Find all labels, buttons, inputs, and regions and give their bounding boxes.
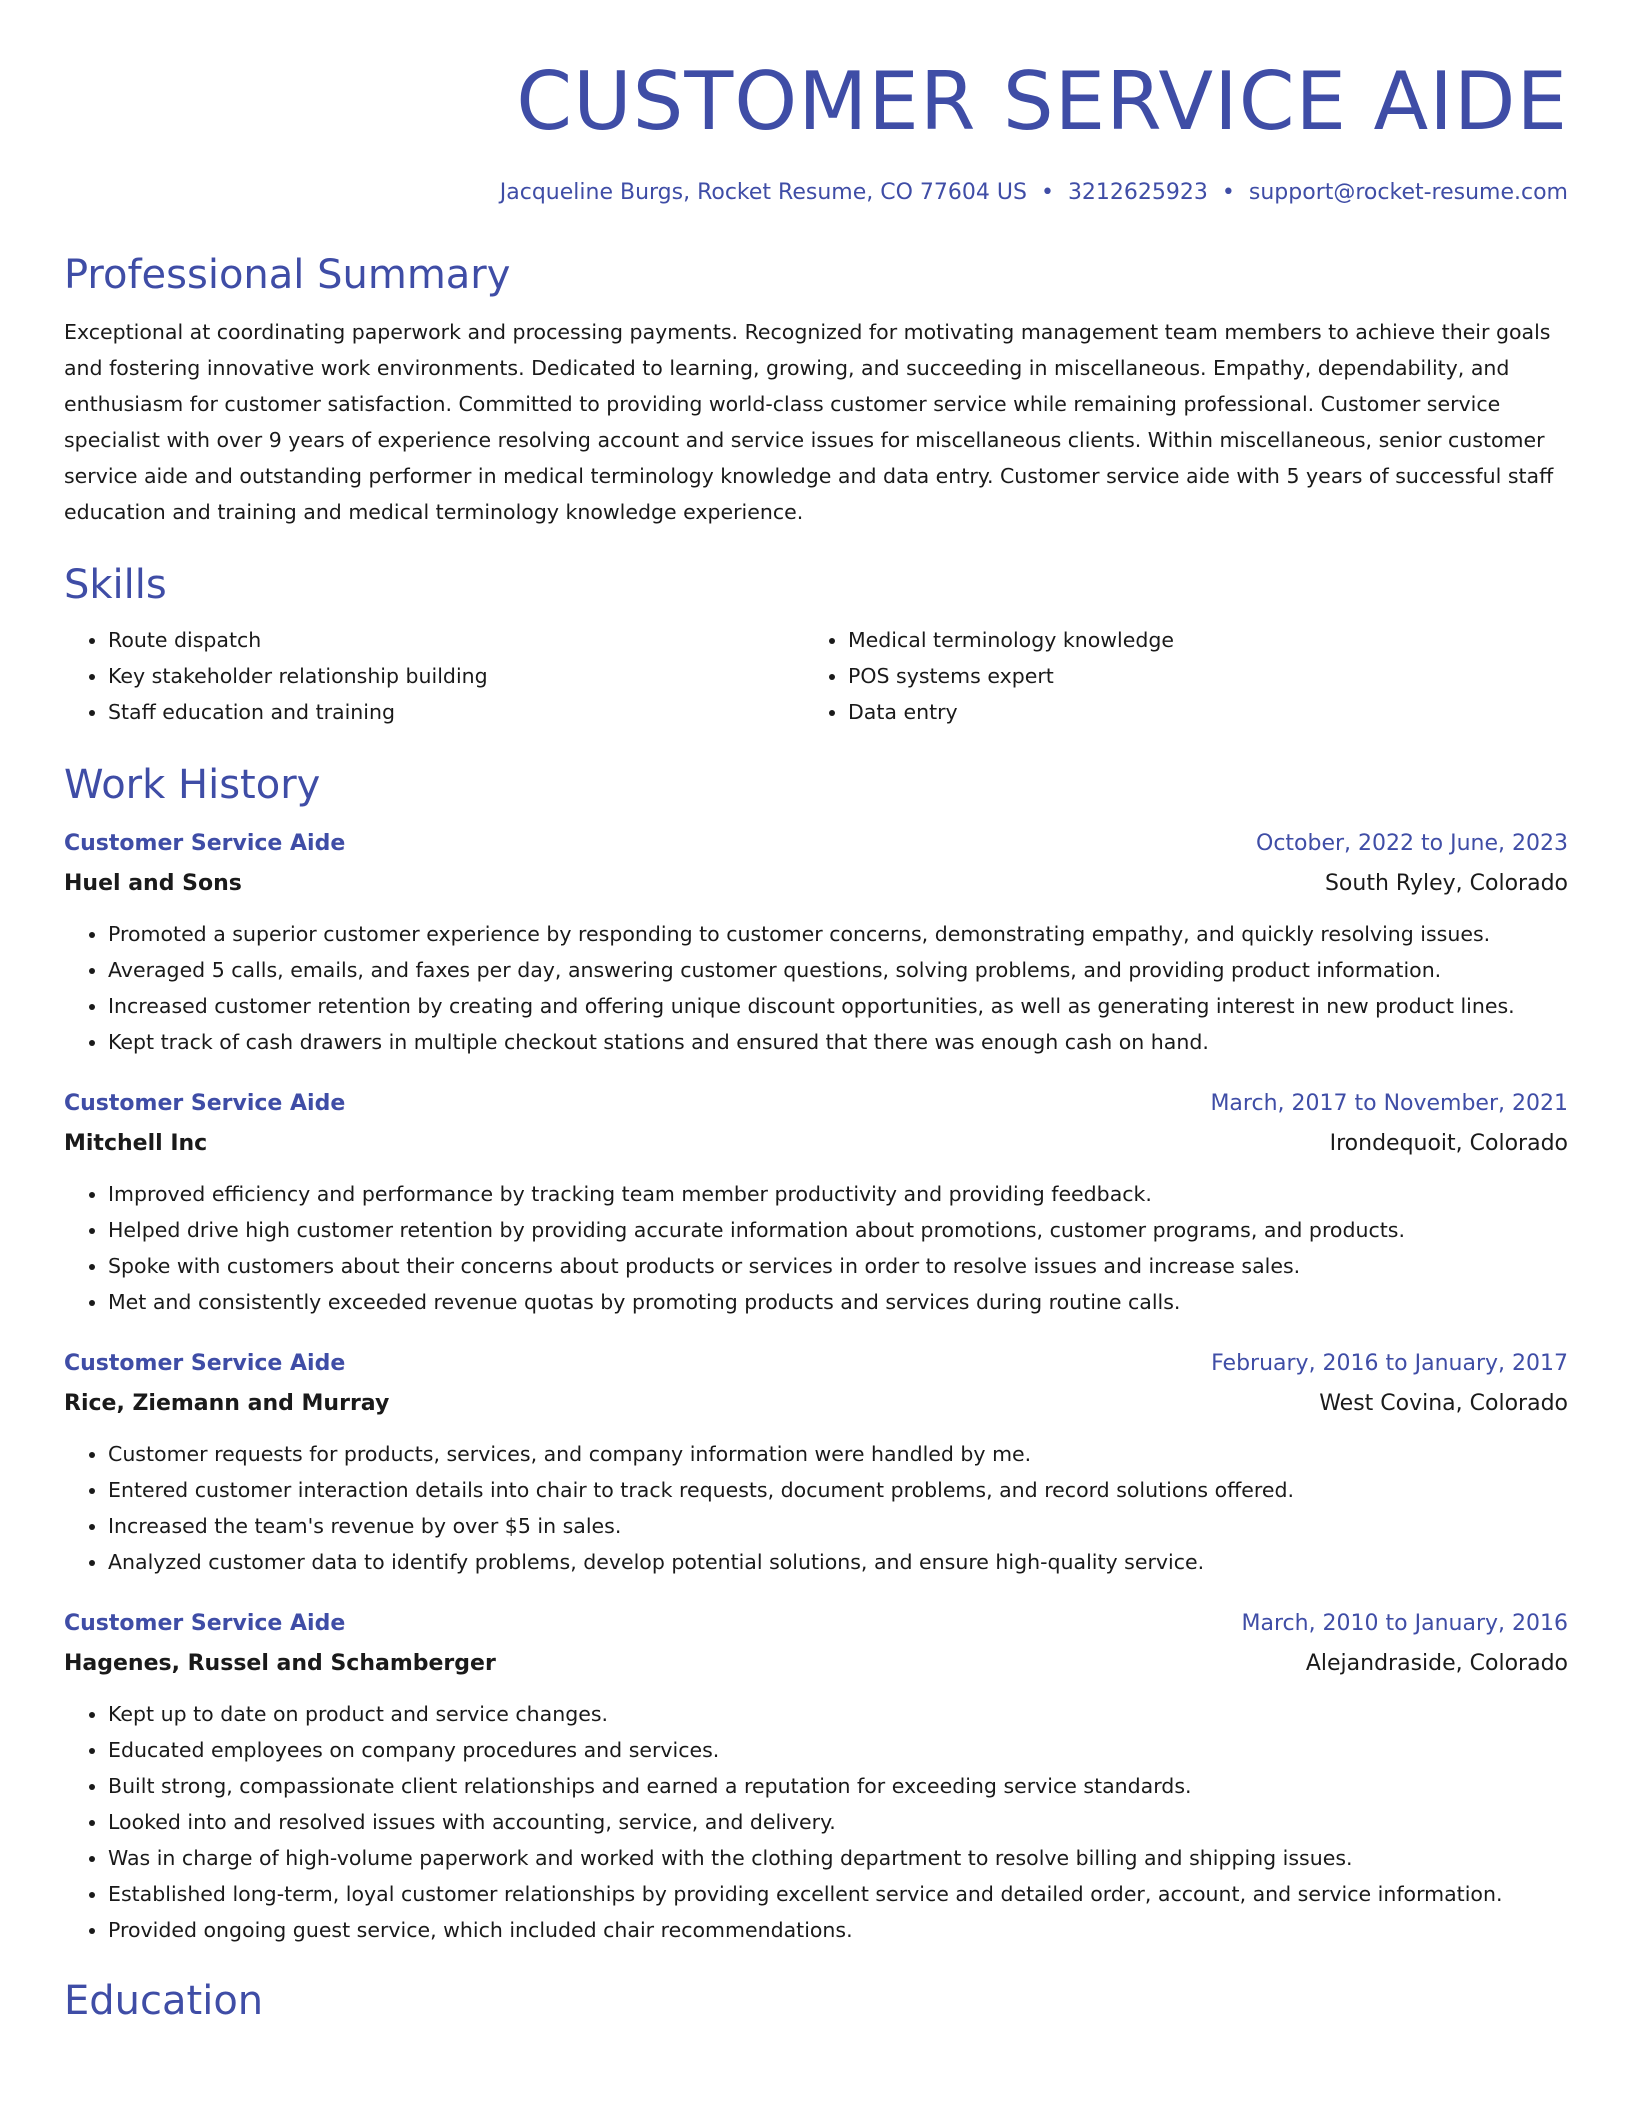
job-bullet: • Was in charge of high-volume paperwork and worked with the clothing department to resolve billing and shipping issues. bbox=[108, 1840, 1568, 1876]
job-entry bbox=[64, 1084, 1568, 1320]
skill-item: • Staff education and training bbox=[108, 694, 804, 730]
skill-item: • Route dispatch bbox=[108, 622, 804, 658]
summary-section bbox=[64, 250, 1568, 530]
job-bullet: • Increased customer retention by creating and offering unique discount opportunities, as well as generating interest in new product lines. bbox=[108, 988, 1568, 1024]
job-bullet: • Spoke with customers about their concerns about products or services in order to resolve issues and increase sales. bbox=[108, 1248, 1568, 1284]
job-dates: February, 2016 to January, 2017 bbox=[1211, 1351, 1568, 1376]
contact-email: support@rocket-resume.com bbox=[1248, 180, 1568, 205]
job-company-row bbox=[64, 864, 1568, 904]
job-title: Customer Service Aide bbox=[64, 831, 346, 856]
job-dates: March, 2010 to January, 2016 bbox=[1241, 1611, 1568, 1636]
job-bullet: • Looked into and resolved issues with accounting, service, and delivery. bbox=[108, 1804, 1568, 1840]
job-company: Hagenes, Russel and Schamberger bbox=[64, 1651, 496, 1676]
job-bullet: • Educated employees on company procedures and services. bbox=[108, 1732, 1568, 1768]
job-bullet: • Built strong, compassionate client relationships and earned a reputation for exceeding service standards. bbox=[108, 1768, 1568, 1804]
job-company: Mitchell Inc bbox=[64, 1131, 208, 1156]
summary-heading: Professional Summary bbox=[64, 252, 511, 298]
job-entry bbox=[64, 824, 1568, 1060]
skills-list-left bbox=[64, 622, 804, 730]
job-title: Customer Service Aide bbox=[64, 1611, 346, 1636]
skills-list-right bbox=[804, 622, 1544, 730]
job-bullet: • Customer requests for products, services, and company information were handled by me. bbox=[108, 1436, 1568, 1472]
skills-section bbox=[64, 560, 1568, 730]
job-location: Alejandraside, Colorado bbox=[1305, 1651, 1568, 1676]
job-location: South Ryley, Colorado bbox=[1324, 871, 1568, 896]
skill-item: • Medical terminology knowledge bbox=[848, 622, 1544, 658]
job-bullet: • Analyzed customer data to identify problems, develop potential solutions, and ensure high-quality service. bbox=[108, 1544, 1568, 1580]
job-dates: March, 2017 to November, 2021 bbox=[1210, 1091, 1568, 1116]
job-entry bbox=[64, 1604, 1568, 1948]
job-header-row bbox=[64, 1344, 1568, 1384]
job-bullet: • Provided ongoing guest service, which included chair recommendations. bbox=[108, 1912, 1568, 1948]
job-bullets bbox=[64, 916, 1568, 1060]
resume-name: CUSTOMER SERVICE AIDE bbox=[516, 55, 1568, 148]
job-bullet: • Averaged 5 calls, emails, and faxes per day, answering customer questions, solving problems, and providing product information. bbox=[108, 952, 1568, 988]
work-history-heading: Work History bbox=[64, 762, 321, 808]
skills-column-right bbox=[804, 622, 1544, 730]
contact-separator: • bbox=[1040, 180, 1054, 205]
skill-item: • POS systems expert bbox=[848, 658, 1544, 694]
job-dates: October, 2022 to June, 2023 bbox=[1256, 831, 1568, 856]
job-bullets bbox=[64, 1436, 1568, 1580]
job-company: Rice, Ziemann and Murray bbox=[64, 1391, 390, 1416]
job-company: Huel and Sons bbox=[64, 871, 242, 896]
job-header-row bbox=[64, 1084, 1568, 1124]
job-header-row bbox=[64, 1604, 1568, 1644]
skill-item: • Key stakeholder relationship building bbox=[108, 658, 804, 694]
job-bullet: • Helped drive high customer retention by providing accurate information about promotions, customer programs, and products. bbox=[108, 1212, 1568, 1248]
job-company-row bbox=[64, 1384, 1568, 1424]
job-location: Irondequoit, Colorado bbox=[1329, 1131, 1568, 1156]
education-heading: Education bbox=[64, 1978, 264, 2024]
job-bullet: • Improved efficiency and performance by tracking team member productivity and providing feedback. bbox=[108, 1176, 1568, 1212]
skills-column-left bbox=[64, 622, 804, 730]
job-entry bbox=[64, 1344, 1568, 1580]
contact-address: Jacqueline Burgs, Rocket Resume, CO 77604 US bbox=[499, 180, 1027, 205]
job-bullet: • Kept up to date on product and service changes. bbox=[108, 1696, 1568, 1732]
skills-grid bbox=[64, 622, 1568, 730]
job-title: Customer Service Aide bbox=[64, 1351, 346, 1376]
job-title: Customer Service Aide bbox=[64, 1091, 346, 1116]
job-bullet: • Entered customer interaction details into chair to track requests, document problems, and record solutions offered. bbox=[108, 1472, 1568, 1508]
job-bullets bbox=[64, 1176, 1568, 1320]
job-bullets bbox=[64, 1696, 1568, 1948]
job-company-row bbox=[64, 1644, 1568, 1684]
job-bullet: • Met and consistently exceeded revenue quotas by promoting products and services during routine calls. bbox=[108, 1284, 1568, 1320]
summary-text: Exceptional at coordinating paperwork and processing payments. Recognized for motivating management team members to achieve their goals and fostering innovative work environments. Dedicated to learning, growing, and succeeding in miscellaneous. Empathy, dependability, and enthusiasm for customer satisfaction. Committed to providing world-class customer service while remaining professional. Customer service specialist with over 9 years of experience resolving account and service issues for miscellaneous clients. Within miscellaneous, senior customer service aide and outstanding performer in medical terminology knowledge and data entry. Customer service aide with 5 years of successful staff education and training and medical terminology knowledge experience. bbox=[64, 320, 1554, 524]
contact-phone: 3212625923 bbox=[1067, 180, 1208, 205]
job-header-row bbox=[64, 824, 1568, 864]
job-location: West Covina, Colorado bbox=[1319, 1391, 1568, 1416]
job-bullet: • Increased the team's revenue by over $5 in sales. bbox=[108, 1508, 1568, 1544]
job-bullet: • Promoted a superior customer experience by responding to customer concerns, demonstrating empathy, and quickly resolving issues. bbox=[108, 916, 1568, 952]
work-history-section bbox=[64, 760, 1568, 1948]
education-section bbox=[64, 1976, 1568, 2026]
job-bullet: • Established long-term, loyal customer relationships by providing excellent service and detailed order, account, and service information. bbox=[108, 1876, 1568, 1912]
contact-line bbox=[64, 178, 1568, 208]
contact-separator: • bbox=[1221, 180, 1235, 205]
skills-heading: Skills bbox=[64, 562, 167, 608]
skill-item: • Data entry bbox=[848, 694, 1544, 730]
job-company-row bbox=[64, 1124, 1568, 1164]
job-bullet: • Kept track of cash drawers in multiple checkout stations and ensured that there was enough cash on hand. bbox=[108, 1024, 1568, 1060]
